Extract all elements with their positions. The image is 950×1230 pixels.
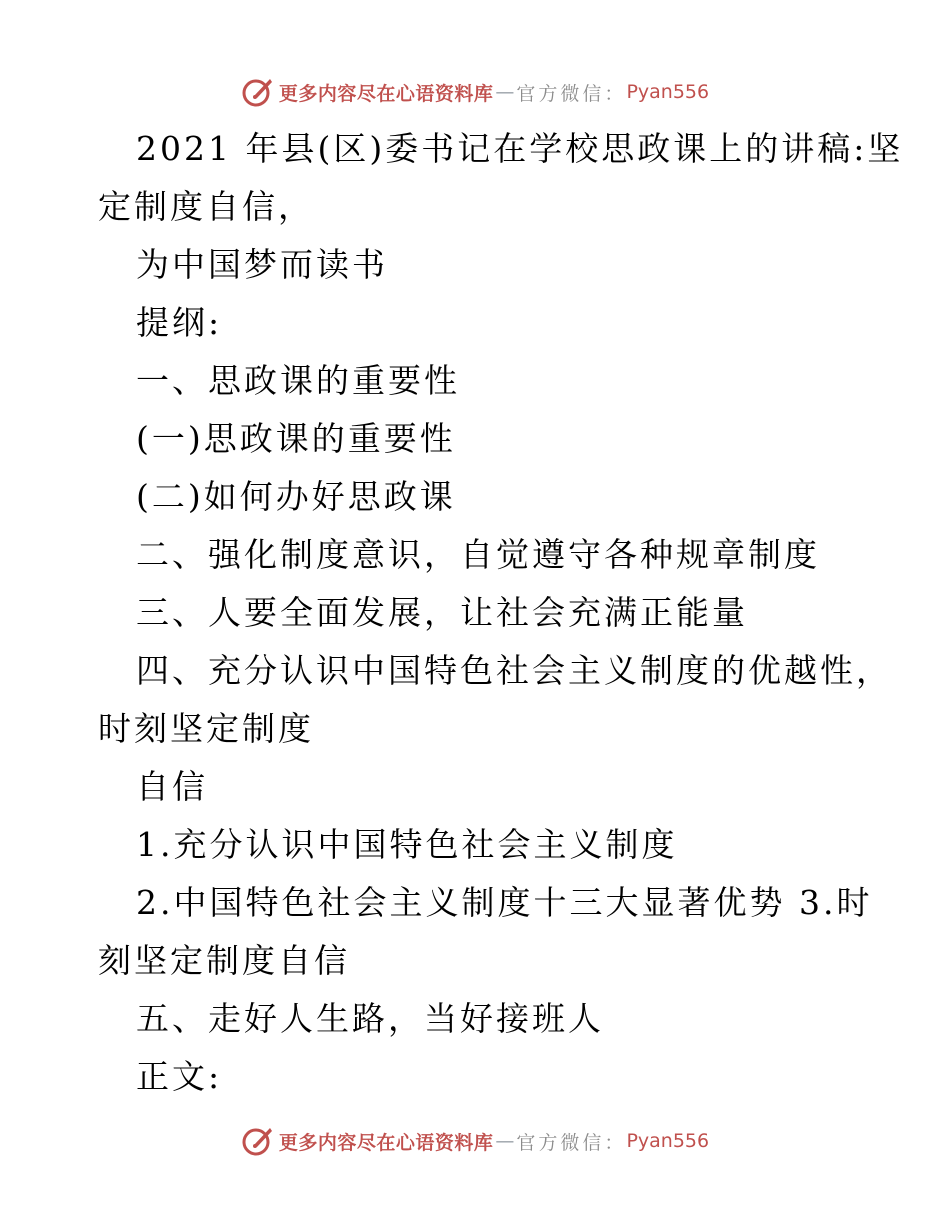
banner-brand-text: 更多内容尽在心语资料库 <box>278 1131 494 1154</box>
outline-item: 四、充分认识中国特色社会主义制度的优越性， <box>136 651 892 690</box>
outline-item: 二、强化制度意识，自觉遵守各种规章制度 <box>136 535 820 574</box>
outline-item: 五、走好人生路，当好接班人 <box>136 999 604 1038</box>
banner-wechat-label: 官方微信： <box>516 1131 627 1154</box>
outline-subitem: 2.中国特色社会主义制度十三大显著优势 3.时 <box>136 883 873 922</box>
title-line-2: 定制度自信， <box>98 187 314 226</box>
banner-dash: — <box>495 1130 515 1152</box>
banner-wechat-id: Pyan556 <box>626 81 710 103</box>
outline-item: (一)思政课的重要性 <box>136 419 456 458</box>
outline-subitem: 1.充分认识中国特色社会主义制度 <box>136 825 678 864</box>
outline-item: 一、思政课的重要性 <box>136 361 460 400</box>
outline-item: (二)如何办好思政课 <box>136 477 456 516</box>
banner-dash: — <box>495 81 515 103</box>
outline-subitem-continuation: 刻坚定制度自信 <box>98 941 350 980</box>
outline-item-continuation: 自信 <box>136 767 208 806</box>
banner-wechat-id: Pyan556 <box>626 1130 710 1152</box>
title-line-1: 2021 年县(区)委书记在学校思政课上的讲稿:坚 <box>136 129 904 168</box>
quill-logo-icon <box>241 1124 275 1158</box>
banner-wechat-label: 官方微信： <box>516 82 627 105</box>
subtitle-line: 为中国梦而读书 <box>136 245 388 284</box>
document-body <box>98 120 904 1106</box>
quill-logo-icon <box>241 75 275 109</box>
outline-item: 三、人要全面发展，让社会充满正能量 <box>136 593 748 632</box>
banner-brand-text: 更多内容尽在心语资料库 <box>278 82 494 105</box>
body-heading: 正文: <box>136 1057 223 1096</box>
outline-heading: 提纲: <box>136 303 223 342</box>
header-watermark-banner <box>0 72 950 112</box>
outline-item-continuation: 时刻坚定制度 <box>98 709 314 748</box>
footer-watermark-banner <box>0 1121 950 1161</box>
